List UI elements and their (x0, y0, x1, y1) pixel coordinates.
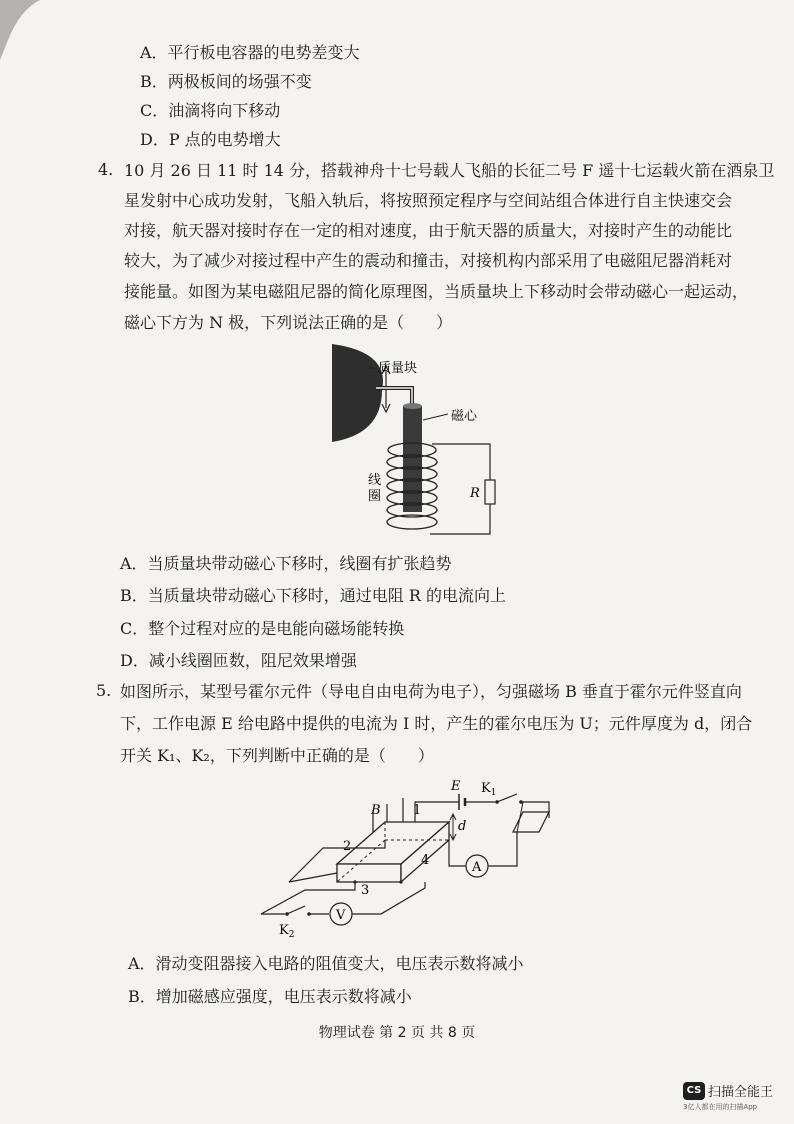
coil-label-1: 线 (368, 473, 382, 488)
q5-line-1: 如图所示，某型号霍尔元件（导电自由电荷为电子），匀强磁场 B 垂直于霍尔元件竖直向 (120, 682, 742, 701)
mass-block (332, 344, 383, 442)
q4-number: 4. (98, 160, 114, 179)
coil-label-2: 圈 (368, 489, 382, 504)
resistor-label: R (470, 486, 480, 501)
q5-line-3: 开关 K₁、K₂，下列判断中正确的是（ ） (120, 746, 434, 765)
q5-option-a: A．滑动变阻器接入电路的阻值变大，电压表示数将减小 (128, 954, 524, 973)
d-label: d (458, 819, 467, 834)
q5-number: 5. (96, 681, 112, 700)
page-footer: 物理试卷 第 2 页 共 8 页 (318, 1025, 476, 1041)
k2-sub: 2 (288, 930, 295, 940)
k1-label (481, 781, 496, 798)
damper-figure (320, 338, 510, 550)
q3-option-b: B．两极板间的场强不变 (140, 72, 312, 91)
q4-line-2: 星发射中心成功发射，飞船入轨后，将按照预定程序与空间站组合体进行自主快速交会 (124, 191, 733, 210)
q4-line-4: 较大，为了减少对接过程中产生的震动和撞击，对接机构内部采用了电磁阻尼器消耗对 (124, 251, 733, 270)
mass-label: 质量块 (378, 361, 418, 376)
q5-option-b: B．增加磁感应强度，电压表示数将减小 (128, 987, 412, 1006)
scanner-name: 扫描全能王 (708, 1085, 774, 1100)
q4-line-1: 10 月 26 日 11 时 14 分，搭载神舟十七号载人飞船的长征二号 F 遥十七运载火箭在酒泉卫 (124, 161, 775, 180)
k2-letter: K (279, 923, 289, 938)
scanner-badge (683, 1080, 773, 1112)
q4-option-b: B．当质量块带动磁心下移时，通过电阻 R 的电流向上 (120, 586, 506, 605)
q4-option-d: D．减小线圈匝数，阻尼效果增强 (120, 651, 357, 670)
q4-line-6: 磁心下方为 N 极，下列说法正确的是（ ） (124, 313, 453, 332)
q3-option-c: C．油滴将向下移动 (140, 101, 281, 120)
q4-line-5: 接能量。如图为某电磁阻尼器的简化原理图，当质量块上下移动时会带动磁心一起运动， (124, 282, 749, 301)
q4-line-3: 对接，航天器对接时存在一定的相对速度，由于航天器的质量大，对接时产生的动能比 (124, 221, 733, 240)
q3-option-d: D．P 点的电势增大 (140, 130, 281, 149)
scanner-logo-icon: CS (683, 1082, 705, 1100)
k1-letter: K (481, 781, 491, 796)
page-corner-shadow (0, 0, 60, 60)
k2-label (279, 923, 294, 940)
point-3-label: 3 (361, 883, 370, 898)
point-2-label: 2 (343, 839, 352, 854)
q3-option-a: A．平行板电容器的电势差变大 (140, 43, 360, 62)
q5-line-2: 下，工作电源 E 给电路中提供的电流为 I 时，产生的霍尔电压为 U；元件厚度为 d，闭合 (120, 714, 753, 733)
point-1-label: 1 (413, 803, 422, 818)
q4-option-a: A．当质量块带动磁心下移时，线圈有扩张趋势 (120, 554, 452, 573)
point-4-label: 4 (421, 853, 430, 868)
ammeter-label: A (472, 860, 482, 875)
voltmeter-label: V (336, 908, 346, 923)
q4-option-c: C．整个过程对应的是电能向磁场能转换 (120, 619, 405, 638)
scanner-tagline: 3亿人都在用的扫描App (683, 1103, 758, 1111)
k1-sub: 1 (490, 788, 497, 798)
resistor (485, 480, 495, 504)
b-label: B (371, 803, 381, 818)
core-label: 磁心 (451, 409, 478, 424)
hall-figure (255, 778, 555, 944)
e-label: E (451, 779, 461, 794)
